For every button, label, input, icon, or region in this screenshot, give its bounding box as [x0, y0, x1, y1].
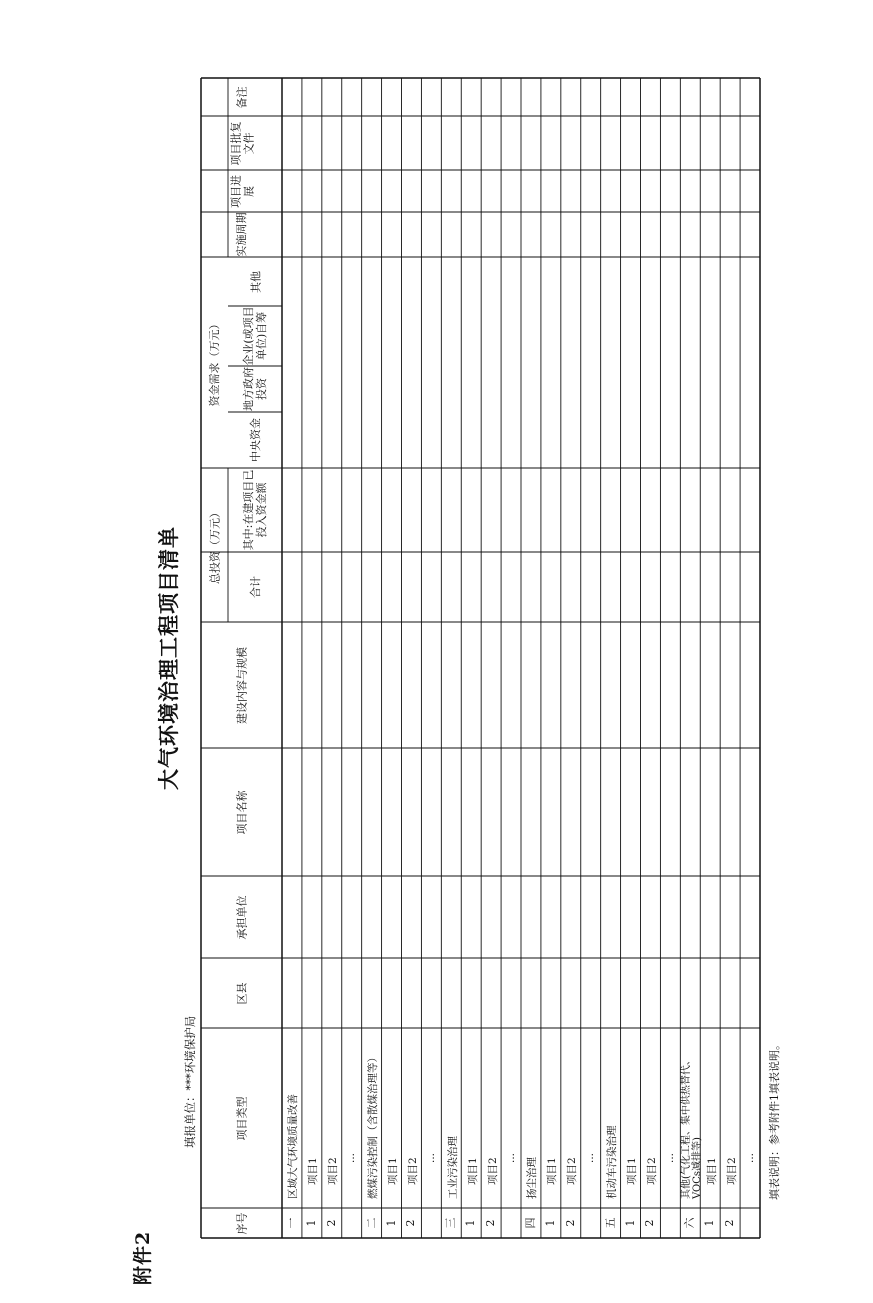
header-approval: 项目批复文件 [228, 121, 255, 165]
row-category-label: 项目2 [406, 1157, 419, 1185]
page-title: 大气环境治理工程项目清单 [156, 526, 181, 790]
row-category-label: 项目1 [626, 1157, 639, 1185]
row-seq: 1 [305, 1219, 319, 1227]
row-seq [421, 1208, 441, 1238]
row-seq: 五 [604, 1217, 618, 1229]
header-org: 承担单位 [235, 895, 248, 939]
header-county: 区县 [235, 982, 248, 1004]
header-project-name: 项目名称 [235, 790, 248, 834]
header-content: 建设内容与规模 [235, 646, 248, 724]
header-invested-amount: 其中:在建项目已投入资金额 [242, 469, 268, 551]
header-fund-enterprise: 企业(或项目单位)自筹 [242, 306, 268, 366]
header-total-sum: 合计 [248, 576, 262, 598]
row-seq: 二 [365, 1217, 379, 1229]
row-seq [501, 1208, 521, 1238]
header-category: 项目类型 [235, 1096, 248, 1140]
row-seq: 1 [544, 1219, 558, 1227]
row-seq: 一 [285, 1217, 299, 1229]
row-seq [740, 1208, 760, 1238]
row-seq: 2 [484, 1219, 498, 1227]
row-seq: 1 [464, 1219, 478, 1227]
row-category-label: 项目1 [307, 1157, 320, 1185]
attachment-label: 附件2 [132, 1230, 154, 1285]
row-category-label: ... [584, 1152, 597, 1163]
row-seq: 1 [703, 1219, 717, 1227]
header-total-investment: 总投资（万元） [208, 506, 221, 584]
row-seq: 1 [624, 1219, 638, 1227]
row-seq: 2 [723, 1219, 737, 1227]
row-category-label: 项目2 [486, 1157, 499, 1185]
row-category-label: ... [424, 1152, 437, 1163]
row-category-label: 工业污染治理 [446, 1136, 459, 1199]
row-category-label: 其他(气化工程、集中供热替代、VOCs减排等) [681, 1055, 704, 1199]
row-seq: 三 [444, 1217, 458, 1229]
header-funding: 资金需求（万元） [208, 318, 221, 407]
header-progress: 项目进展 [228, 174, 255, 208]
row-category-label: 扬尘治理 [526, 1157, 539, 1199]
row-category-label: 项目1 [705, 1157, 718, 1185]
row-category-label: 项目1 [466, 1157, 479, 1185]
row-seq [342, 1208, 362, 1238]
row-category-label: 项目2 [327, 1157, 340, 1185]
row-category-label: 项目2 [566, 1157, 579, 1185]
row-seq: 2 [643, 1219, 657, 1227]
row-seq: 四 [524, 1217, 538, 1229]
header-seq: 序号 [235, 1212, 248, 1234]
fill-note: 填表说明：参考附件1填表说明。 [768, 1039, 781, 1200]
row-category-label: ... [663, 1152, 676, 1163]
row-seq: 2 [325, 1219, 339, 1227]
header-fund-local: 地方政府投资 [242, 367, 268, 411]
row-category-label: ... [504, 1152, 517, 1163]
row-category-label: 项目1 [546, 1157, 559, 1185]
row-category-label: 项目2 [725, 1157, 738, 1185]
header-remark: 备注 [235, 86, 248, 108]
row-seq: 2 [564, 1219, 578, 1227]
row-seq: 六 [683, 1217, 697, 1229]
row-category-label: ... [743, 1152, 756, 1163]
row-seq: 1 [385, 1219, 399, 1227]
row-category-label: 区域大气环境质量改善 [287, 1094, 300, 1199]
row-category-label: ... [345, 1152, 358, 1163]
reporting-unit-label: 填报单位：***环境保护局 [183, 1015, 197, 1148]
row-seq: 2 [404, 1219, 418, 1227]
row-seq [581, 1208, 601, 1238]
header-fund-other: 其他 [248, 270, 262, 293]
header-fund-central: 中央资金 [248, 418, 262, 462]
row-category-label: 机动车污染治理 [606, 1125, 619, 1199]
row-seq [660, 1208, 680, 1238]
row-category-label: 项目1 [387, 1157, 400, 1185]
header-schedule: 实施周期 [235, 212, 248, 257]
row-category-label: 燃煤污染控制（含散煤治理等） [367, 1052, 380, 1199]
row-category-label: 项目2 [645, 1157, 658, 1185]
